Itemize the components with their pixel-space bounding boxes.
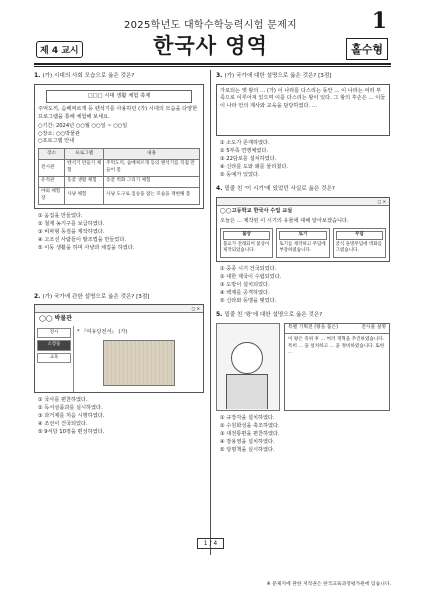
period-badge: 제 4 교시 xyxy=(36,41,83,58)
option[interactable]: ① 소도가 존재하였다. xyxy=(220,139,270,146)
question-number: 1. xyxy=(34,72,41,79)
panel-meta: ○장소: ○○박물관 xyxy=(38,130,81,137)
page-number: 1 xyxy=(371,8,387,34)
question-4 xyxy=(216,185,390,305)
option[interactable]: ① 국사를 편찬하였다. xyxy=(38,396,88,403)
side-menu-item[interactable]: 교육 xyxy=(37,353,71,363)
museum-window xyxy=(34,304,204,392)
question-stem: (가) 시대의 사회 모습으로 옳은 것은? xyxy=(42,73,135,79)
museum-side-menu xyxy=(35,326,74,392)
window-titlebar xyxy=(35,305,203,313)
page-title: 한국사 영역 xyxy=(153,34,268,58)
table-row: 전시관 뗀석기 만들기 체험 주먹도끼, 슴베찌르개 등의 뗀석기를 직접 만들어 봄 xyxy=(39,159,200,176)
option[interactable]: ④ 고조선 사람들이 팔조법을 만들었다. xyxy=(38,237,127,244)
close-icon: □ ✕ xyxy=(377,199,386,205)
table-row: 유적관 동굴 생활 체험 동굴 벽화 그리기 체험 xyxy=(39,176,200,187)
answer-options xyxy=(216,266,390,306)
left-column xyxy=(34,72,204,437)
question-stem: (가) 국가에 대한 설명으로 옳은 것은? [3점] xyxy=(224,73,332,79)
question-number: 4. xyxy=(216,185,223,193)
right-column xyxy=(216,72,390,455)
column-divider xyxy=(210,70,211,555)
museum-content xyxy=(74,326,203,392)
header-rule xyxy=(34,63,391,65)
info-card: 무덤 굴식 돌방무덤에 벽화를 그렸습니다. xyxy=(333,228,386,258)
page-indicator: 1 / 4 xyxy=(197,538,225,549)
panel-title: □□□ 시대 생활 체험 축제 xyxy=(46,90,192,104)
passage-box: 가로되는 옛 왕의 … (가) 이 나라를 다스리는 동안 … 이 나라는 여러 부족으로 이루어져 있으며 이를 다스리는 왕이 있다. 그 왕의 후손은 … 이들이 나라 안의 제사와 교육을 담당하였다. … xyxy=(216,84,390,136)
option[interactable]: ④ 장용영을 설치하였다. xyxy=(220,439,275,446)
window-titlebar xyxy=(217,198,389,206)
panel-intro: 주먹도끼, 슴베찌르개 등 뗀석기를 사용하던 (가) 시대의 모습을 다양한 프로그램을 통해 체험해 보세요. xyxy=(38,106,198,120)
window-title: ◯◯고등학교 한국사 수업 교실 xyxy=(220,208,293,215)
header-rule-thin xyxy=(34,66,391,67)
museum-logo: ◯◯ 박물관 xyxy=(39,315,72,323)
class-intro: 오늘은 … 제작된 이 시기의 유물에 대해 알아보겠습니다. xyxy=(220,217,349,224)
side-menu-item[interactable]: 소장품 xyxy=(37,340,71,350)
question-stem: (가) 국가에 관한 설명으로 옳은 것은? [3점] xyxy=(42,293,150,300)
exhibit-title: 특별 기획전 (왕을 품은) xyxy=(288,324,339,330)
table-header: 장소 xyxy=(39,149,65,160)
answer-options xyxy=(216,415,390,455)
option[interactable]: ③ 22담로를 설치하였다. xyxy=(220,155,277,162)
paper-type-badge: 홀수형 xyxy=(346,38,388,60)
table-header: 프로그램 xyxy=(65,149,104,160)
option[interactable]: ② 5부족 연맹체였다. xyxy=(220,147,268,154)
caption: * 『여유당전서』 (가) xyxy=(77,328,128,335)
info-card: 토기 토기를 제작하고 무덤에 부장하였습니다. xyxy=(276,228,329,258)
question-number: 2. xyxy=(34,292,41,300)
answer-options xyxy=(34,213,204,253)
panel-meta: ○기간: 2024년 ○○월 ○○일 ~ ○○일 xyxy=(38,123,128,130)
table-row: 야외 체험장 사냥 체험 사냥 도구로 짐승을 잡는 모습을 재현해 봄 xyxy=(39,187,200,204)
option[interactable]: ③ 과거제를 처음 시행하였다. xyxy=(38,412,105,419)
option[interactable]: ① 규장각을 설치하였다. xyxy=(220,414,275,421)
option[interactable]: ⑤ 탕평책을 실시하였다. xyxy=(220,447,275,454)
page-footer xyxy=(0,538,421,549)
book-image xyxy=(103,340,175,386)
question-number: 5. xyxy=(216,311,223,319)
question-stem: 밑줄 친 '왕'에 대한 설명으로 옳은 것은? xyxy=(224,312,323,319)
question-number: 3. xyxy=(216,72,223,79)
card-row xyxy=(217,225,389,261)
option[interactable]: ⑤ 동예가 있었다. xyxy=(220,171,260,178)
exam-header: 2025학년도 대학수학능력시험 문제지 xyxy=(123,20,298,31)
question-3 xyxy=(216,72,390,179)
option[interactable]: ⑤ 이동 생활을 하며 사냥과 채집을 하였다. xyxy=(38,245,135,252)
table-header: 내용 xyxy=(104,149,200,160)
king-illustration xyxy=(216,323,280,411)
program-table xyxy=(38,148,200,205)
copyright-notice: ※ 문제지에 관한 저작권은 한국교육과정평가원에 있습니다. xyxy=(266,582,391,587)
option[interactable]: ② 대한 제국이 수립되었다. xyxy=(220,273,282,280)
class-window xyxy=(216,197,390,262)
option[interactable]: ④ 조선이 건국되었다. xyxy=(38,420,88,427)
exhibit-box xyxy=(284,323,390,411)
option[interactable]: ③ 도방이 설치되었다. xyxy=(220,281,270,288)
question-2 xyxy=(34,293,204,437)
option[interactable]: ③ 대전통편을 편찬하였다. xyxy=(220,431,280,438)
option[interactable]: ③ 비파형 동검을 제작하였다. xyxy=(38,229,105,236)
panel-meta: ○프로그램 안내 xyxy=(38,138,75,145)
option[interactable]: ② 수원화성을 축조하였다. xyxy=(220,423,280,430)
question-1 xyxy=(34,72,204,253)
close-icon: □ ✕ xyxy=(191,306,200,312)
question-stem: 밑줄 친 '이 시기'에 있었던 사실로 옳은 것은? xyxy=(224,186,335,193)
option[interactable]: ④ 백제를 공격하였다. xyxy=(220,289,270,296)
exhibit-text: 이 왕은 즉위 후 … 여러 개혁을 추진하였습니다. 특히 … 을 설치하고 … 을 정비하였습니다. 또한 … xyxy=(288,336,385,356)
option[interactable]: ① 중종 시기 건국되었다. xyxy=(220,265,277,272)
option[interactable]: ② 철제 농기구를 보급하였다. xyxy=(38,220,105,227)
option[interactable]: ④ 신라를 도와 왜를 물리쳤다. xyxy=(220,163,289,170)
option[interactable]: ⑤ 신라와 동맹을 맺었다. xyxy=(220,297,277,304)
exhibit-label: 전시물 설명 xyxy=(361,324,386,330)
source-panel xyxy=(34,84,204,209)
side-menu-item[interactable]: 전시 xyxy=(37,328,71,338)
option[interactable]: ② 독서삼품과를 실시하였다. xyxy=(38,404,103,411)
question-5 xyxy=(216,311,390,454)
answer-options xyxy=(216,140,390,180)
answer-options xyxy=(34,397,204,437)
option[interactable]: ① 움집을 만들었다. xyxy=(38,212,83,219)
option[interactable]: ⑤ 9서당 10정을 편성하였다. xyxy=(38,428,105,435)
info-card: 불상 불교가 전래되어 불상이 제작되었습니다. xyxy=(220,228,273,258)
